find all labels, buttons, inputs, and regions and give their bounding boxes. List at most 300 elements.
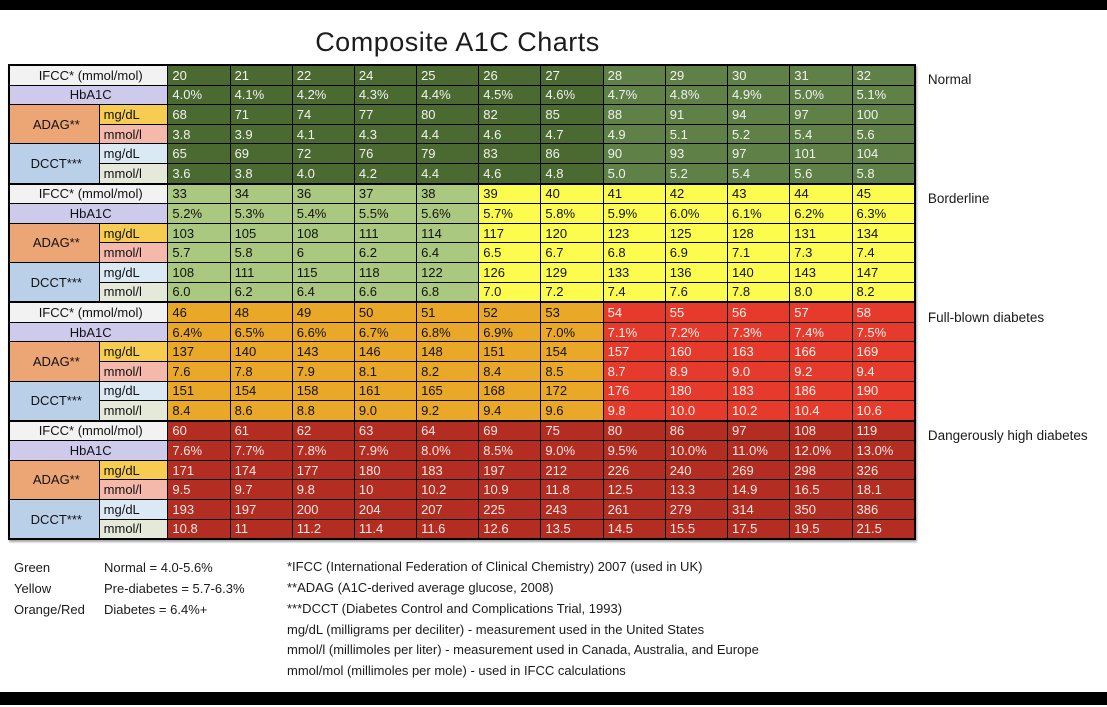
- table-cell: 243: [541, 500, 603, 520]
- table-cell: 6.9%: [479, 322, 541, 342]
- table-cell: 5.3%: [230, 204, 292, 224]
- row-ifcc-header: IFCC* (mmol/mol): [9, 65, 168, 85]
- row-adag-mgdl: [9, 342, 915, 362]
- table-cell: 7.4: [852, 243, 915, 263]
- table-cell: 20: [168, 65, 230, 85]
- table-cell: 7.5%: [852, 322, 915, 342]
- table-cell: 5.1: [665, 124, 727, 144]
- table-cell: 8.2: [417, 361, 479, 381]
- table-cell: 30: [728, 65, 790, 85]
- table-cell: 123: [603, 223, 665, 243]
- table-cell: 17.5: [728, 519, 790, 539]
- table-cell: 9.2: [790, 361, 852, 381]
- table-cell: 34: [230, 184, 292, 204]
- table-cell: 204: [354, 500, 416, 520]
- table-cell: 13.3: [665, 480, 727, 500]
- table-cell: 94: [728, 105, 790, 125]
- table-cell: 126: [479, 262, 541, 282]
- table-cell: 14.5: [603, 519, 665, 539]
- table-cell: 7.9%: [354, 441, 416, 461]
- footnote-line: **ADAG (A1C-derived average glucose, 2008): [287, 580, 554, 596]
- table-cell: 105: [230, 223, 292, 243]
- table-cell: 108: [168, 262, 230, 282]
- row-ifcc: [9, 65, 915, 85]
- table-cell: 15.5: [665, 519, 727, 539]
- table-cell: 4.8%: [665, 85, 727, 105]
- table-cell: 5.6: [852, 124, 915, 144]
- table-cell: 36: [292, 184, 354, 204]
- footnote-line: *IFCC (International Federation of Clinical Chemistry) 2007 (used in UK): [287, 559, 703, 575]
- table-cell: 111: [354, 223, 416, 243]
- table-cell: 4.9: [603, 124, 665, 144]
- table-cell: 5.5%: [354, 204, 416, 224]
- table-cell: 8.4: [479, 361, 541, 381]
- row-adag-mgdl: [9, 105, 915, 125]
- table-cell: 4.3: [354, 124, 416, 144]
- table-cell: 326: [852, 460, 915, 480]
- table-cell: 154: [541, 342, 603, 362]
- table-cell: 6.7: [541, 243, 603, 263]
- table-cell: 197: [230, 500, 292, 520]
- table-cell: 42: [665, 184, 727, 204]
- table-cell: 8.5%: [479, 441, 541, 461]
- table-cell: 18.1: [852, 480, 915, 500]
- table-cell: 180: [354, 460, 416, 480]
- table-cell: 97: [728, 144, 790, 164]
- table-cell: 4.7%: [603, 85, 665, 105]
- table-cell: 8.0: [790, 282, 852, 302]
- table-cell: 5.8: [852, 163, 915, 183]
- table-cell: 137: [168, 342, 230, 362]
- table-cell: 147: [852, 262, 915, 282]
- table-cell: 129: [541, 262, 603, 282]
- table-cell: 120: [541, 223, 603, 243]
- table-cell: 6.9: [665, 243, 727, 263]
- table-cell: 4.6: [479, 163, 541, 183]
- table-cell: 19.5: [790, 519, 852, 539]
- row-hba1c: [9, 322, 915, 342]
- table-cell: 7.8: [230, 361, 292, 381]
- table-cell: 143: [292, 342, 354, 362]
- row-adag-mmoll-unit-header: mmol/l: [99, 480, 168, 500]
- row-adag-mgdl-unit-header: mg/dL: [99, 342, 168, 362]
- row-dcct-mgdl-unit-header: mg/dL: [99, 500, 168, 520]
- table-cell: 9.6: [541, 401, 603, 421]
- table-cell: 118: [354, 262, 416, 282]
- table-cell: 8.6: [230, 401, 292, 421]
- table-cell: 82: [479, 105, 541, 125]
- table-cell: 45: [852, 184, 915, 204]
- row-dcct-mgdl-unit-header: mg/dL: [99, 262, 168, 282]
- row-header-dcct: DCCT***: [9, 262, 99, 302]
- table-cell: 4.5%: [479, 85, 541, 105]
- table-cell: 86: [541, 144, 603, 164]
- table-cell: 7.6: [168, 361, 230, 381]
- table-cell: 91: [665, 105, 727, 125]
- table-cell: 5.8%: [541, 204, 603, 224]
- table-cell: 90: [603, 144, 665, 164]
- table-cell: 168: [479, 381, 541, 401]
- row-header-dcct: DCCT***: [9, 144, 99, 184]
- table-cell: 6.8%: [417, 322, 479, 342]
- table-cell: 21.5: [852, 519, 915, 539]
- row-ifcc: [9, 421, 915, 441]
- row-dcct-mmoll-unit-header: mmol/l: [99, 282, 168, 302]
- table-cell: 7.0: [479, 282, 541, 302]
- table-cell: 4.1: [292, 124, 354, 144]
- table-cell: 9.7: [230, 480, 292, 500]
- table-cell: 9.2: [417, 401, 479, 421]
- row-dcct-mgdl: [9, 262, 915, 282]
- table-cell: 7.0%: [541, 322, 603, 342]
- table-cell: 65: [168, 144, 230, 164]
- table-cell: 172: [541, 381, 603, 401]
- table-cell: 29: [665, 65, 727, 85]
- table-cell: 133: [603, 262, 665, 282]
- row-header-adag: ADAG**: [9, 223, 99, 262]
- table-cell: 212: [541, 460, 603, 480]
- table-cell: 350: [790, 500, 852, 520]
- row-adag-mmoll: [9, 480, 915, 500]
- table-cell: 12.6: [479, 519, 541, 539]
- chart-area: [0, 64, 1107, 540]
- table-cell: 183: [417, 460, 479, 480]
- table-cell: 8.2: [852, 282, 915, 302]
- table-cell: 298: [790, 460, 852, 480]
- table-cell: 6.0%: [665, 204, 727, 224]
- row-header-dcct: DCCT***: [9, 500, 99, 540]
- table-cell: 83: [479, 144, 541, 164]
- table-cell: 77: [354, 105, 416, 125]
- row-adag-mmoll: [9, 243, 915, 263]
- table-cell: 69: [230, 144, 292, 164]
- table-cell: 9.5: [168, 480, 230, 500]
- row-ifcc-header: IFCC* (mmol/mol): [9, 421, 168, 441]
- table-cell: 22: [292, 65, 354, 85]
- table-cell: 5.2%: [168, 204, 230, 224]
- footnote-line: mg/dL (milligrams per deciliter) - measurement used in the United States: [287, 621, 705, 637]
- table-cell: 115: [292, 262, 354, 282]
- table-cell: 4.3%: [354, 85, 416, 105]
- row-ifcc-header: IFCC* (mmol/mol): [9, 184, 168, 204]
- table-cell: 14.9: [728, 480, 790, 500]
- table-cell: 7.1: [728, 243, 790, 263]
- table-cell: 8.5: [541, 361, 603, 381]
- footnote-line: mmol/mol (millimoles per mole) - used in IFCC calculations: [287, 663, 626, 679]
- table-cell: 11: [230, 519, 292, 539]
- color-legend: [14, 557, 245, 620]
- table-cell: 151: [168, 381, 230, 401]
- row-dcct-mmoll: [9, 163, 915, 183]
- table-cell: 32: [852, 65, 915, 85]
- page-content: [0, 10, 1107, 707]
- table-cell: 7.1%: [603, 322, 665, 342]
- table-cell: 5.1%: [852, 85, 915, 105]
- table-cell: 128: [728, 223, 790, 243]
- table-cell: 64: [417, 421, 479, 441]
- table-cell: 5.4%: [292, 204, 354, 224]
- table-cell: 177: [292, 460, 354, 480]
- legend-color-name: Orange/Red: [14, 602, 85, 618]
- table-cell: 11.4: [354, 519, 416, 539]
- row-adag-mgdl: [9, 223, 915, 243]
- table-cell: 200: [292, 500, 354, 520]
- legend-range-text: Pre-diabetes = 5.7-6.3%: [104, 581, 245, 597]
- table-cell: 3.8: [230, 163, 292, 183]
- table-cell: 169: [852, 342, 915, 362]
- table-cell: 8.9: [665, 361, 727, 381]
- table-cell: 140: [728, 262, 790, 282]
- table-cell: 4.2: [354, 163, 416, 183]
- table-cell: 7.4%: [790, 322, 852, 342]
- row-dcct-mgdl: [9, 381, 915, 401]
- table-cell: 61: [230, 421, 292, 441]
- table-cell: 314: [728, 500, 790, 520]
- footnote-line: mmol/l (millimoles per liter) - measurement used in Canada, Australia, and Europe: [287, 642, 759, 658]
- table-cell: 166: [790, 342, 852, 362]
- row-header-adag: ADAG**: [9, 460, 99, 499]
- table-cell: 6.6: [354, 282, 416, 302]
- table-cell: 5.0: [603, 163, 665, 183]
- table-cell: 10.9: [479, 480, 541, 500]
- table-cell: 6.1%: [728, 204, 790, 224]
- table-cell: 71: [230, 105, 292, 125]
- table-cell: 9.0%: [541, 441, 603, 461]
- table-cell: 53: [541, 302, 603, 322]
- row-dcct-mgdl-unit-header: mg/dL: [99, 144, 168, 164]
- table-cell: 97: [728, 421, 790, 441]
- table-cell: 261: [603, 500, 665, 520]
- table-cell: 111: [230, 262, 292, 282]
- table-cell: 5.2: [728, 124, 790, 144]
- table-cell: 100: [852, 105, 915, 125]
- table-cell: 12.5: [603, 480, 665, 500]
- table-cell: 50: [354, 302, 416, 322]
- table-cell: 8.1: [354, 361, 416, 381]
- table-cell: 33: [168, 184, 230, 204]
- table-cell: 11.6: [417, 519, 479, 539]
- table-cell: 37: [354, 184, 416, 204]
- table-cell: 5.8: [230, 243, 292, 263]
- legend-range-text: Diabetes = 6.4%+: [104, 602, 208, 618]
- table-cell: 154: [230, 381, 292, 401]
- row-dcct-mmoll: [9, 282, 915, 302]
- table-cell: 43: [728, 184, 790, 204]
- table-cell: 6.8: [417, 282, 479, 302]
- table-cell: 11.8: [541, 480, 603, 500]
- row-header-adag: ADAG**: [9, 105, 99, 144]
- table-cell: 269: [728, 460, 790, 480]
- table-cell: 160: [665, 342, 727, 362]
- table-cell: 10: [354, 480, 416, 500]
- table-cell: 58: [852, 302, 915, 322]
- table-cell: 39: [479, 184, 541, 204]
- table-cell: 279: [665, 500, 727, 520]
- table-cell: 54: [603, 302, 665, 322]
- table-cell: 10.0%: [665, 441, 727, 461]
- table-cell: 11.2: [292, 519, 354, 539]
- table-cell: 7.9: [292, 361, 354, 381]
- row-adag-mmoll: [9, 361, 915, 381]
- table-cell: 7.3: [790, 243, 852, 263]
- table-cell: 180: [665, 381, 727, 401]
- table-cell: 26: [479, 65, 541, 85]
- table-cell: 4.2%: [292, 85, 354, 105]
- table-cell: 52: [479, 302, 541, 322]
- table-cell: 10.2: [728, 401, 790, 421]
- table-cell: 28: [603, 65, 665, 85]
- table-cell: 9.0: [728, 361, 790, 381]
- table-cell: 10.2: [417, 480, 479, 500]
- zone-label-3: Full-blown diabetes: [927, 309, 1045, 325]
- a1c-table: [8, 64, 916, 540]
- table-cell: 193: [168, 500, 230, 520]
- table-cell: 10.0: [665, 401, 727, 421]
- table-cell: 101: [790, 144, 852, 164]
- table-cell: 4.9%: [728, 85, 790, 105]
- table-cell: 158: [292, 381, 354, 401]
- table-cell: 3.8: [168, 124, 230, 144]
- table-cell: 75: [541, 421, 603, 441]
- table-cell: 74: [292, 105, 354, 125]
- table-cell: 5.4: [790, 124, 852, 144]
- table-cell: 12.0%: [790, 441, 852, 461]
- table-cell: 4.4%: [417, 85, 479, 105]
- table-cell: 6.7%: [354, 322, 416, 342]
- table-cell: 225: [479, 500, 541, 520]
- table-cell: 151: [479, 342, 541, 362]
- zone-label-1: Normal: [927, 72, 972, 87]
- table-cell: 9.5%: [603, 441, 665, 461]
- table-cell: 4.6: [479, 124, 541, 144]
- table-cell: 7.6%: [168, 441, 230, 461]
- table-cell: 8.0%: [417, 441, 479, 461]
- table-cell: 5.6%: [417, 204, 479, 224]
- table-cell: 6.4%: [168, 322, 230, 342]
- row-dcct-mmoll: [9, 519, 915, 539]
- table-cell: 10.4: [790, 401, 852, 421]
- table-cell: 24: [354, 65, 416, 85]
- letterbox-top: [0, 0, 1107, 10]
- table-cell: 5.9%: [603, 204, 665, 224]
- row-adag-mgdl: [9, 460, 915, 480]
- table-cell: 136: [665, 262, 727, 282]
- row-ifcc-header: IFCC* (mmol/mol): [9, 302, 168, 322]
- table-cell: 4.1%: [230, 85, 292, 105]
- table-cell: 117: [479, 223, 541, 243]
- table-cell: 44: [790, 184, 852, 204]
- legend-range-text: Normal = 4.0-5.6%: [104, 560, 213, 576]
- table-cell: 55: [665, 302, 727, 322]
- table-cell: 6.2: [230, 282, 292, 302]
- table-cell: 9.0: [354, 401, 416, 421]
- table-cell: 7.6: [665, 282, 727, 302]
- table-cell: 9.8: [292, 480, 354, 500]
- table-cell: 6.8: [603, 243, 665, 263]
- footnote-line: ***DCCT (Diabetes Control and Complications Trial, 1993): [287, 600, 623, 616]
- table-cell: 68: [168, 105, 230, 125]
- table-cell: 3.9: [230, 124, 292, 144]
- table-cell: 56: [728, 302, 790, 322]
- table-cell: 62: [292, 421, 354, 441]
- table-cell: 7.7%: [230, 441, 292, 461]
- row-adag-mmoll-unit-header: mmol/l: [99, 124, 168, 144]
- table-cell: 9.8: [603, 401, 665, 421]
- table-cell: 13.0%: [852, 441, 915, 461]
- row-dcct-mgdl-unit-header: mg/dL: [99, 381, 168, 401]
- table-cell: 5.6: [790, 163, 852, 183]
- table-cell: 5.0%: [790, 85, 852, 105]
- footnotes: [287, 557, 759, 682]
- table-cell: 165: [417, 381, 479, 401]
- table-cell: 122: [417, 262, 479, 282]
- legend-color-name: Green: [14, 560, 51, 576]
- table-cell: 4.4: [417, 163, 479, 183]
- table-cell: 5.7: [168, 243, 230, 263]
- table-cell: 63: [354, 421, 416, 441]
- row-adag-mgdl-unit-header: mg/dL: [99, 223, 168, 243]
- table-cell: 386: [852, 500, 915, 520]
- table-cell: 80: [417, 105, 479, 125]
- page-title: Composite A1C Charts: [315, 27, 600, 57]
- a1c-table-body: [9, 65, 915, 539]
- row-header-adag: ADAG**: [9, 342, 99, 381]
- table-cell: 7.2: [541, 282, 603, 302]
- table-cell: 69: [479, 421, 541, 441]
- table-cell: 8.7: [603, 361, 665, 381]
- table-cell: 157: [603, 342, 665, 362]
- row-hba1c-header: HbA1C: [9, 204, 168, 224]
- table-cell: 146: [354, 342, 416, 362]
- table-cell: 60: [168, 421, 230, 441]
- row-adag-mmoll: [9, 124, 915, 144]
- table-cell: 7.4: [603, 282, 665, 302]
- row-adag-mgdl-unit-header: mg/dL: [99, 460, 168, 480]
- table-cell: 174: [230, 460, 292, 480]
- table-cell: 6: [292, 243, 354, 263]
- table-cell: 103: [168, 223, 230, 243]
- table-cell: 186: [790, 381, 852, 401]
- table-cell: 10.8: [168, 519, 230, 539]
- table-cell: 140: [230, 342, 292, 362]
- table-cell: 7.8%: [292, 441, 354, 461]
- table-cell: 131: [790, 223, 852, 243]
- table-cell: 5.7%: [479, 204, 541, 224]
- table-cell: 108: [790, 421, 852, 441]
- table-cell: 134: [852, 223, 915, 243]
- table-cell: 104: [852, 144, 915, 164]
- row-dcct-mmoll-unit-header: mmol/l: [99, 401, 168, 421]
- bottom-area: [0, 557, 1107, 707]
- table-cell: 5.4: [728, 163, 790, 183]
- table-cell: 11.0%: [728, 441, 790, 461]
- table-cell: 10.6: [852, 401, 915, 421]
- table-cell: 108: [292, 223, 354, 243]
- row-dcct-mmoll-unit-header: mmol/l: [99, 519, 168, 539]
- table-cell: 6.2: [354, 243, 416, 263]
- table-cell: 46: [168, 302, 230, 322]
- row-hba1c-header: HbA1C: [9, 441, 168, 461]
- table-cell: 176: [603, 381, 665, 401]
- table-cell: 5.2: [665, 163, 727, 183]
- table-cell: 27: [541, 65, 603, 85]
- table-cell: 7.2%: [665, 322, 727, 342]
- row-ifcc: [9, 184, 915, 204]
- row-hba1c: [9, 85, 915, 105]
- table-cell: 6.4: [292, 282, 354, 302]
- table-cell: 4.6%: [541, 85, 603, 105]
- zone-labels: [928, 64, 1107, 539]
